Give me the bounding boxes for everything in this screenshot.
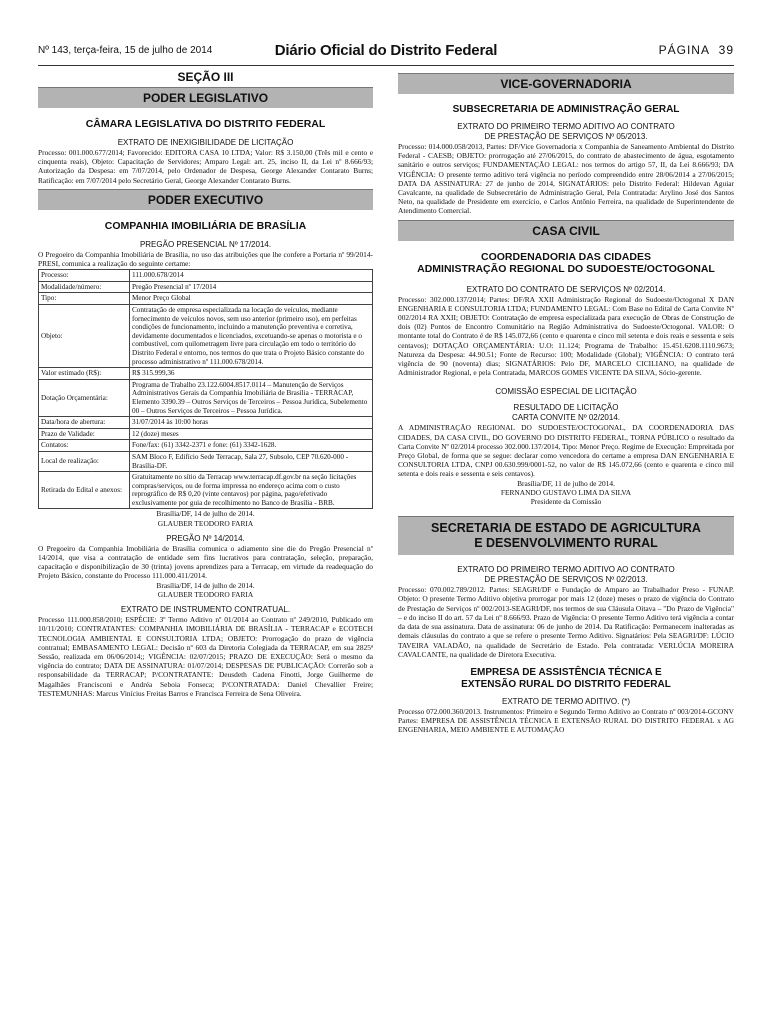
pregao2-date: Brasília/DF, 14 de julho de 2014. <box>156 580 255 590</box>
bar-vice-governadoria: VICE-GOVERNADORIA <box>398 73 734 94</box>
casa-extract-body: Processo: 302.000.137/2014; Partes: DF/RA XXII Administração Regional do Sudoeste/Octogonal X DAN ENGENHARIA E CONSULTORIA LTDA; FUNDAMENTO LEGAL: Com Base no Edital de Carta Convite Nº 002/2014 RA XXII; OBJETO: Contratação de empresa especializada para execução de Obras de Construção de dois (02) Pontos de Encontro Comunitário na Região Administrativa do Sudoeste/Octogonal. VALOR: O montante total do Contrato é de R$ 145.072,66 (cento e quarenta e cinco mil setenta e dois reais e sessenta e seis centavos); DOTAÇÃO ORÇAMENTÁRIA: U.O: 11.124; Programa de Trabalho: 15.451.6208.1110.9673; Natureza da Despesa: 44.90.51; Fonte de Recurso: 100; Modalidade (Global); VIGÊNCIA: O contrato terá vigência de 90 (noventa) dias; SIGNATÁRIOS: Pelo DF, MARCELO CICILIANO, na qualidade de Administrador Regional, e pela Contratada, MARCOS GOMES VICENTE DA SILVA, Sócio-gerente. <box>398 294 734 378</box>
table-row <box>39 428 373 440</box>
table-value: Contratação de empresa especializada na locação de veículos, mediante fornecimento de veículos novos, sem uso anterior (primeiro uso), em perfeitas condições de funcionamento, incluindo a manutenção preventiva e corretiva, devidamente documentados e licenciados, excetuando-se apenas o motorista e o combustível, com quilometragem livre para circulação em todo o território do Distrito Federal e entorno, nos termos do que trata o Projeto Básico constante do processo administrativo nº 111.000.678/2014. <box>130 305 373 368</box>
table-row <box>39 305 373 368</box>
pregao1-signer: GLAUBER TEODORO FARIA <box>157 518 254 528</box>
instrumento-body: Processo 111.000.858/2010; ESPÉCIE: 3º Termo Aditivo nº 01/2014 ao Contrato nº 249/2010, Publicado em 10/11/2010; CONTRATANTES: COMPANHIA IMOBILIÁRIA DE BRASÍLIA - TERRACAP e ECOTECH TECNOLOGIA AMBIENTAL E CONSULTORIA LTDA; OBJETO: Prorrogação do prazo de vigência contratual; EMBASAMENTO LEGAL: Decisão nº 603 da Diretoria Colegiada da TERRACAP, em sua 2825ª Sessão, realizada em 06/06/2014;; VIGÊNCIA: 02/07/2015; PRAZO DE EXECUÇÃO: Será o mesmo da vigência do contrato; DATA DE ASSINATURA: 01/07/2014; DESPESAS DE PUBLICAÇÃO: Correrão sob a responsabilidade da TERRACAP; P/CONTRATANTE: Deusdeth Cadena Finotti, Jorge Guilherme de Magalhães Francisconi e Andréa Seboia Fonseca; P/CONTRATADA: Daniel Chevallier Freire; TESTEMUNHAS: Marcus Vinícius Freitas Barros e Francisca Ferreira de Sena Oliveira. <box>38 615 373 698</box>
table-value: Gratuitamente no sítio da Terracap www.terracap.df.gov.br na seção licitações compras/serviços, ou de forma impressa no endereço acima com o custo reprográfico de R$ 0,20 (vinte centavos) por página, pago/efetivado exclusivamente por guia de recolhimento no Banco de Brasília - BRB. <box>130 472 373 509</box>
instrumento-title: EXTRATO DE INSTRUMENTO CONTRATUAL. <box>120 605 291 615</box>
comissao-title: COMISSÃO ESPECIAL DE LICITAÇÃO <box>495 387 637 397</box>
bar-secretaria-agricultura <box>398 516 734 555</box>
table-row <box>39 440 373 452</box>
bar-poder-executivo: PODER EXECUTIVO <box>38 189 373 210</box>
table-key: Retirada do Edital e anexos: <box>39 472 130 509</box>
emater-body: Processo 072.000.360/2013. Instrumentos: Primeiro e Segundo Termo Aditivo ao Contrato nº 003/2014-GCONV Partes: EMPRESA DE ASSISTÊNCIA TÉCNICA E EXTENSÃO RURAL DO DISTRITO FEDERAL x AG ENGENHARIA, MEIO AMBIENTE E AUTOMAÇÃO <box>398 706 734 735</box>
pregao2-title: PREGÃO Nº 14/2014. <box>166 533 245 543</box>
agri-title-2: DE PRESTAÇÃO DE SERVIÇOS Nº 02/2013. <box>484 575 648 585</box>
vice-body: Processo: 014.000.058/2013, Partes: DF/Vice Governadoria x Companhia de Saneamento Ambiental do Distrito Federal - CAESB; OBJETO: prorrogação até 27/06/2015, do contrato de abastecimento de água, esgotamento sanitário e outros serviços; FUNDAMENTAÇÃO LEGAL: nos termos do artigo 57, II, da Lei 8.666/93; DA VIGÊNCIA: O presente termo aditivo terá vigência no período compreendido entre 28/06/2014 a 27/06/2015; DATA DA ASSINATURA: 27 de junho de 2014, SIGNATÁRIOS: pelo Distrito Federal: Hildevan Aguiar Cavalcante, na qualidade de Subsecretário de Administração Geral, Pela Contratada: Arylino José dos Santos Neto, na qualidade de Presidente em exercício, e Carlos Antônio Ferreira, na qualidade de Superintendente de Atendimento Comercial. <box>398 142 734 216</box>
bar-casa-civil: CASA CIVIL <box>398 220 734 241</box>
table-row <box>39 451 373 471</box>
table-row <box>39 417 373 429</box>
table-key: Data/hora de abertura: <box>39 417 130 429</box>
table-value: R$ 315.999,36 <box>130 368 373 380</box>
resultado-signer: FERNANDO GUSTAVO LIMA DA SILVA <box>500 487 632 497</box>
table-key: Objeto: <box>39 305 130 368</box>
bar-poder-legislativo: PODER LEGISLATIVO <box>38 87 373 108</box>
resultado-date: Brasília/DF, 11 de julho de 2014. <box>517 478 615 488</box>
table-value: 31/07/2014 às 10:00 horas <box>130 417 373 429</box>
page-label: PÁGINA <box>658 43 710 57</box>
table-key: Contatos: <box>39 440 130 452</box>
org-companhia: COMPANHIA IMOBILIÁRIA DE BRASÍLIA <box>104 219 307 232</box>
table-key: Tipo: <box>39 293 130 305</box>
camara-extract-body: Processo: 001.000.677/2014; Favorecido: EDITORA CASA 10 LTDA; Valor: R$ 3.150,00 (Três mil e cento e cinquenta reais), Objeto: Capacitação de Servidores; Amparo Legal: art. 25, inciso II, da Lei nº 8.666/93; Autorização da Despesa: em 7/07/2014, pelo Ordenador de Despesa, George Alexander Contarato Burns; Ratificação: em 7/07/2014 pelo Secretário Geral, George Alexander Contarato Burns. <box>38 148 373 185</box>
pregao1-intro: O Pregoeiro da Companhia Imobiliária de Brasília, no uso das atribuições que lhe confere a Portaria nº 99/2014-PRESI, comunica a realização do seguinte certame: <box>38 249 373 269</box>
table-row <box>39 281 373 293</box>
section-title: SEÇÃO III <box>177 70 234 84</box>
table-value: Pregão Presencial nº 17/2014 <box>130 281 373 293</box>
org-emater-line-1: EMPRESA DE ASSISTÊNCIA TÉCNICA E <box>470 666 662 678</box>
table-value: SAM Bloco F, Edifício Sede Terracap, Sala 27, Subsolo, CEP 70.620-000 - Brasília-DF. <box>130 451 373 471</box>
journal-title: Diário Oficial do Distrito Federal <box>274 42 498 59</box>
left-column <box>38 68 373 702</box>
table-value: Programa de Trabalho 23.122.6004.8517.0114 – Manutenção de Serviços Administrativos Gerais da Companhia Imobiliária de Brasília - TERRACAP, Elemento 3390.39 – Outros Serviços de Terceiros – Pessoa Jurídica, Subelemento 00 – Outros Serviços de Terceiros – Pessoa Jurídica. <box>130 379 373 416</box>
resultado-body: A ADMINISTRAÇÃO REGIONAL DO SUDOESTE/OCTOGONAL, DA COORDENADORIA DAS CIDADES, DA CASA CIVIL, DO GOVERNO DO DISTRITO FEDERAL, TORNA PÚBLICO o resultado da Carta Convite Nº 02/2014 processo 302.000.137/2014, Tipo: Menor Preço. Regime de Execução: Empreitada por Preço Global, de forma que se segue: declarar como vencedora do certame a empresa DAN ENGENHARIA E CONSULTORIA LTDA, CNPJ 00.630.999/0001-52, no valor de R$ 145.072,66 (cento e quarenta e cinco mil setenta e dois reais e sessenta e seis centavos). <box>398 423 734 479</box>
table-key: Local de realização: <box>39 451 130 471</box>
pregao1-title: PREGÃO PRESENCIAL Nº 17/2014. <box>139 239 272 249</box>
agri-body: Processo: 070.002.789/2012. Partes: SEAGRI/DF e Fundação de Amparo ao Trabalhador Preso - FUNAP. Objeto: O presente Termo Aditivo objetiva prorrogar por mais 12 (doze) meses o prazo de vigência do Contrato de Prestação de Serviços nº 002/2013-SEAGRI/DF, nos termos de sua Cláusula Oitava – "Do Prazo de Vigência" – e do inciso II do art. 57 da Lei nº 8.666/93. Prazo de Vigência: O presente Termo Aditivo terá vigência a contar da data de sua assinatura. Data de assinatura: 06 de junho de 2014. Da Ratificação: Permanecem inalteradas as demais cláusulas do contrato a que se refere o presente Termo Aditivo. Signatários: Pela SEAGRI/DF: LÚCIO TAVEIRA VALADÃO, na qualidade de Secretário de Estado. Pela contratada: VERLÚCIA MOREIRA CAVALCANTE, na qualidade de Diretora Executiva. <box>398 585 734 659</box>
table-value: Menor Preço Global <box>130 293 373 305</box>
table-row <box>39 379 373 416</box>
right-column <box>398 68 734 739</box>
org-emater-line-2: EXTENSÃO RURAL DO DISTRITO FEDERAL <box>461 678 671 690</box>
pregao1-date: Brasília/DF, 14 de julho de 2014. <box>156 509 255 519</box>
pregao2-signer: GLAUBER TEODORO FARIA <box>157 589 254 599</box>
table-key: Valor estimado (R$): <box>39 368 130 380</box>
table-key: Prazo de Validade: <box>39 428 130 440</box>
table-row <box>39 368 373 380</box>
table-row <box>39 293 373 305</box>
page-number-value: 39 <box>718 43 734 57</box>
table-row <box>39 270 373 282</box>
pregao2-body: O Pregoeiro da Companhia Imobiliária de Brasília comunica o adiamento sine die do Pregão Presencial nº 14/2014, que visa a contratação de entidade sem fins lucrativos para contratação, seleção, preparação, capacitação e disponibilização de 30 (trinta) jovens aprendizes para a Terracap, em virtude da readequação do Projeto Básico, constante do Processo 111.000.411/2014. <box>38 543 373 581</box>
bar-agri-line-2: E DESENVOLVIMENTO RURAL <box>474 536 658 551</box>
vice-title-1: EXTRATO DO PRIMEIRO TERMO ADITIVO AO CONTRATO <box>457 122 675 131</box>
org-coord-line-2: ADMINISTRAÇÃO REGIONAL DO SUDOESTE/OCTOGONAL <box>417 262 715 275</box>
table-key: Processo: <box>39 270 130 282</box>
bar-agri-line-1: SECRETARIA DE ESTADO DE AGRICULTURA <box>431 521 701 536</box>
org-coord-line-1: COORDENADORIA DAS CIDADES <box>481 250 651 263</box>
emater-title: EXTRATO DE TERMO ADITIVO. (*) <box>501 696 630 706</box>
table-value: Fone/fax: (61) 3342-2371 e fone: (61) 3342-1628. <box>130 440 373 452</box>
pregao-table <box>38 269 373 509</box>
page-header <box>38 41 734 66</box>
org-emater <box>398 667 734 691</box>
casa-extract-title: EXTRATO DO CONTRATO DE SERVIÇOS Nº 02/2014. <box>466 284 666 294</box>
agri-title-1: EXTRATO DO PRIMEIRO TERMO ADITIVO AO CONTRATO <box>457 565 675 575</box>
table-value: 111.000.678/2014 <box>130 270 373 282</box>
vice-title-2: DE PRESTAÇÃO DE SERVIÇOS Nº 05/2013. <box>484 132 648 141</box>
org-coordenadoria <box>398 251 734 275</box>
issue-date: Nº 143, terça-feira, 15 de julho de 2014 <box>38 45 213 56</box>
resultado-role: Presidente da Comissão <box>530 497 602 507</box>
table-value: 12 (doze) meses <box>130 428 373 440</box>
resultado-title-2: CARTA CONVITE Nº 02/2014. <box>512 413 620 423</box>
org-camara: CÂMARA LEGISLATIVA DO DISTRITO FEDERAL <box>85 118 326 130</box>
page-number <box>659 43 734 57</box>
table-row <box>39 472 373 509</box>
table-key: Modalidade/número: <box>39 281 130 293</box>
table-key: Dotação Orçamentária: <box>39 379 130 416</box>
resultado-title-1: RESULTADO DE LICITAÇÃO <box>513 403 619 413</box>
camara-extract-title: EXTRATO DE INEXIGIBILIDADE DE LICITAÇÃO <box>117 138 294 147</box>
org-subsecretaria: SUBSECRETARIA DE ADMINISTRAÇÃO GERAL <box>452 104 680 115</box>
